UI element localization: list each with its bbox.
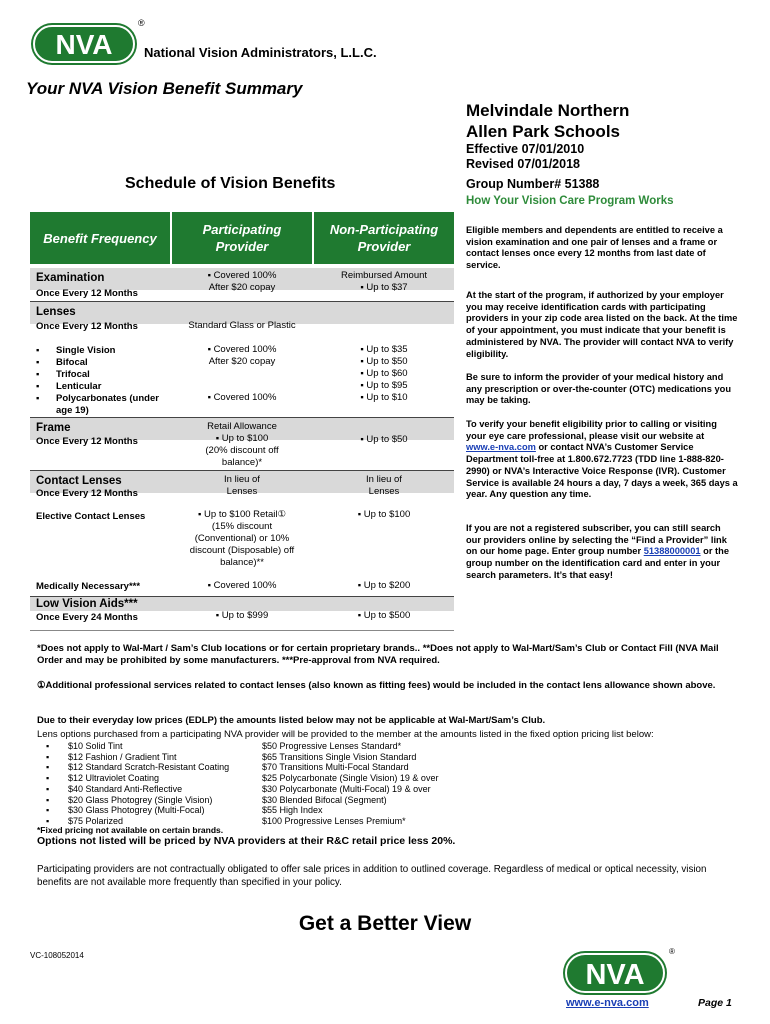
website-link[interactable]: www.e-nva.com	[466, 442, 536, 453]
list-item: $30 Blended Bifocal (Segment)	[262, 794, 387, 805]
elective-label: Elective Contact Lenses	[36, 511, 146, 522]
how-paragraph-1: Eligible members and dependents are entitled to receive a vision examination and one pair of lenses and a frame or contact lenses once every 12 months from last date of service.	[466, 225, 723, 271]
list-item: ▪ $20 Glass Photogrey (Single Vision)	[46, 794, 213, 805]
low-vision-part: ▪ Up to $999	[215, 610, 269, 621]
list-item: ▪ $10 Solid Tint	[46, 741, 123, 751]
list-item: $100 Progressive Lenses Premium*	[262, 815, 406, 826]
list-item: ▪ Trifocal	[36, 369, 90, 380]
list-item: $70 Transitions Multi-Focal Standard	[262, 762, 409, 773]
footnote-lens-options: Lens options purchased from a participating NVA provider will be provided to the member at the amounts listed in the fixed option pricing list below:	[37, 729, 654, 740]
lenses-part-head: Standard Glass or Plastic	[188, 320, 296, 331]
registered-mark-footer: ®	[669, 947, 675, 956]
page-title: Your NVA Vision Benefit Summary	[26, 79, 303, 98]
page-number: Page 1	[698, 997, 732, 1009]
frame-title: Frame	[36, 422, 71, 434]
svg-text:NVA: NVA	[585, 959, 645, 991]
list-item: ▪ $12 Fashion / Gradient Tint	[46, 751, 177, 762]
lenses-freq: Once Every 12 Months	[36, 321, 138, 332]
list-item: ▪ $40 Standard Anti-Reflective	[46, 783, 183, 794]
list-item: ▪ Lenticular	[36, 381, 102, 392]
elective-part: ▪ Up to $100 Retail① (15% discount (Conventional) or 10% discount (Disposable) off balance)**	[189, 509, 295, 568]
list-item: $30 Polycarbonate (Multi-Focal) 19 & over	[262, 783, 431, 794]
list-item: $65 Transitions Single Vision Standard	[262, 751, 417, 762]
medical-part: ▪ Covered 100%	[207, 580, 277, 591]
company-name: National Vision Administrators, L.L.C.	[144, 45, 377, 60]
footnote-exclusions: *Does not apply to Wal-Mart / Sam’s Club locations or for certain proprietary brands.. **Does not apply to Wal-Mart/Sam’s Club or Contact Fill (NVA Mail Order and may be prohibited by some manufacturers. ***Pre-approval from NVA required.	[37, 643, 719, 666]
low-vision-freq: Once Every 24 Months	[36, 612, 138, 623]
tagline: Get a Better View	[298, 912, 472, 935]
footer-website-link[interactable]: www.e-nva.com	[566, 997, 649, 1009]
header-non-participating: Non-Participating Provider	[314, 212, 454, 264]
exam-title: Examination	[36, 272, 105, 284]
list-item: ▪ $12 Standard Scratch-Resistant Coating	[46, 762, 230, 773]
low-vision-title: Low Vision Aids***	[36, 598, 138, 610]
fixed-pricing-note: *Fixed pricing not available on certain brands.	[37, 825, 224, 835]
list-item: ▪ $30 Glass Photogrey (Multi-Focal)	[46, 805, 205, 816]
lenses-part-poly: ▪ Covered 100%	[207, 392, 277, 403]
list-item: ▪ Single Vision	[36, 345, 116, 356]
frame-non: ▪ Up to $50	[360, 434, 408, 445]
effective-date: Effective 07/01/2010	[466, 142, 585, 156]
options-list-right	[262, 741, 438, 827]
list-item: ▪ Polycarbonates (under age 19)	[36, 393, 159, 416]
how-paragraph-4: To verify your benefit eligibility prior to calling or visiting your eye care professional, please visit our website at www.e-nva.com or contact NVA’s Customer Service Department toll-free at 1.800.672.7723 (TDD line 1-888-820-2990) or NVA’s Interactive Voice Response (IVR). Customer Service is available 24 hours a day, 7 days a week, 365 days a year. Any question any time.	[466, 419, 738, 500]
how-paragraph-2: At the start of the program, if authorized by your employer you may receive identification cards with participating providers in your zip code area listed on the back. At the time of your appointment, you must indicate that your benefit is administered by NVA. The provider will contact NVA to verify eligibility.	[466, 290, 738, 359]
divider	[30, 630, 454, 631]
list-item: ▪ $12 Ultraviolet Coating	[46, 773, 160, 784]
dates-block	[466, 142, 584, 172]
svg-text:NVA: NVA	[55, 29, 113, 60]
medical-non: ▪ Up to $200	[357, 580, 411, 591]
medical-label: Medically Necessary***	[36, 581, 141, 592]
header-benefit-frequency: Benefit Frequency	[30, 212, 170, 264]
list-item: ▪ $75 Polarized	[46, 815, 124, 826]
list-item: ▪ Bifocal	[36, 357, 88, 368]
lens-type-list	[36, 345, 170, 417]
how-it-works-title: How Your Vision Care Program Works	[466, 195, 674, 207]
lenses-non: ▪ Up to $35 ▪ Up to $50 ▪ Up to $60 ▪ Up to $95 ▪ Up to $10	[360, 344, 408, 403]
contacts-freq: Once Every 12 Months	[36, 488, 138, 499]
district-line-2: Allen Park Schools	[466, 122, 620, 141]
how-paragraph-5: If you are not a registered subscriber, you can still search our providers online by selecting the “Find a Provider” link on our home page. Enter group number 51388000001 or the group number on the identification card and enter in your search parameters. It’s that easy!	[466, 523, 729, 580]
lenses-part: ▪ Covered 100% After $20 copay	[207, 344, 277, 367]
group-number-link[interactable]: 51388000001	[643, 546, 701, 557]
contacts-title: Contact Lenses	[36, 475, 122, 487]
header-participating: Participating Provider	[172, 212, 312, 264]
low-vision-non: ▪ Up to $500	[357, 610, 411, 621]
district-line-1: Melvindale Northern	[466, 101, 630, 120]
exam-freq: Once Every 12 Months	[36, 288, 138, 299]
lenses-title: Lenses	[36, 306, 76, 318]
group-number: Group Number# 51388	[466, 177, 600, 191]
frame-freq: Once Every 12 Months	[36, 436, 138, 447]
list-item: $25 Polycarbonate (Single Vision) 19 & over	[262, 773, 439, 784]
options-not-listed: Options not listed will be priced by NVA providers at their R&C retail price less 20%.	[37, 835, 456, 847]
revised-date: Revised 07/01/2018	[466, 157, 580, 171]
options-list-left	[46, 741, 229, 827]
footnote-fitting-fees: ①Additional professional services related to contact lenses (also known as fitting fees) would be included in the contact lens allowance shown above.	[37, 680, 716, 691]
list-item: $50 Progressive Lenses Standard*	[262, 741, 402, 751]
elective-non: ▪ Up to $100	[357, 509, 411, 520]
how-paragraph-3: Be sure to inform the provider of your medical history and any prescription or over-the-counter (OTC) medications you may be taking.	[466, 372, 731, 406]
footnote-edlp: Due to their everyday low prices (EDLP) the amounts listed below may not be applicable at Wal-Mart/Sam’s Club.	[37, 715, 546, 726]
exam-part: ▪ Covered 100% After $20 copay	[207, 270, 277, 293]
document-code: VC-108052014	[30, 951, 84, 960]
frame-part: Retail Allowance ▪ Up to $100 (20% discount off balance)*	[205, 421, 279, 468]
schedule-title: Schedule of Vision Benefits	[125, 175, 336, 192]
exam-non: Reimbursed Amount ▪ Up to $37	[340, 270, 428, 293]
district-name	[466, 100, 629, 142]
list-item: $55 High Index	[262, 805, 323, 816]
contacts-non: In lieu of Lenses	[366, 474, 402, 497]
nva-logo	[30, 22, 138, 66]
nva-logo-footer	[562, 950, 668, 996]
registered-mark: ®	[138, 18, 145, 28]
contacts-part: In lieu of Lenses	[224, 474, 260, 497]
participating-disclaimer: Participating providers are not contractually obligated to offer sale prices in addition to outlined coverage. Regardless of medical or optical necessity, vision benefits are not available more frequently than specified in your policy.	[37, 864, 707, 888]
